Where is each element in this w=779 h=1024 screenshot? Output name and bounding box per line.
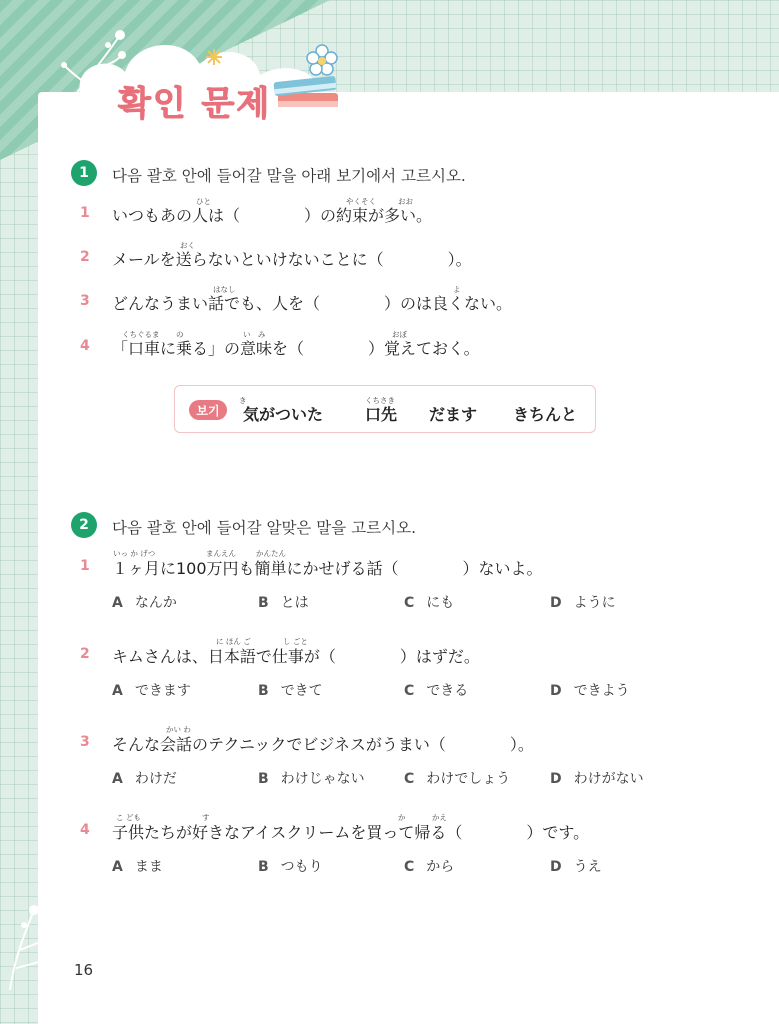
choice-b: B とは: [258, 595, 309, 611]
furigana: いっ か げつ: [113, 549, 156, 558]
question-text: 子供たちが好きなアイスクリームを買って帰る（ ）です。: [112, 823, 590, 842]
question-text: どんなうまい話でも、人を（ ）のは良くない。: [112, 294, 513, 313]
page-title: 확인 문제: [118, 84, 272, 124]
question-number: 1: [80, 558, 90, 574]
question-text: １ヶ月に100万円も簡単にかせげる話（ ）ないよ。: [112, 559, 543, 578]
furigana: に ほん ご: [216, 637, 251, 646]
page-number: 16: [74, 961, 94, 979]
section-instruction: 다음 괄호 안에 들어갈 말을 아래 보기에서 고르시오.: [112, 167, 466, 185]
choice-c: C から: [404, 859, 455, 875]
furigana: こ ども: [116, 813, 141, 822]
question-number: 1: [80, 205, 90, 221]
furigana: き: [239, 396, 247, 405]
furigana: かえ: [432, 813, 447, 822]
furigana: す: [202, 813, 210, 822]
furigana: おお: [398, 197, 413, 206]
question-number: 2: [80, 249, 90, 265]
choice-b: B つもり: [258, 859, 323, 875]
flower-icon: [306, 44, 338, 76]
section-number-badge: 2: [71, 512, 97, 538]
word-bank-item: 気がついた: [243, 405, 324, 424]
branch-icon: [4, 900, 60, 990]
question-number: 3: [80, 734, 90, 750]
choice-d: D ように: [550, 595, 616, 611]
question-text: そんな会話のテクニックでビジネスがうまい（ ）。: [112, 735, 534, 754]
furigana: い み: [243, 330, 266, 339]
choice-c: C わけでしょう: [404, 771, 511, 787]
section-number-badge: 1: [71, 160, 97, 186]
furigana: おく: [180, 241, 195, 250]
branch-icon: [60, 25, 130, 105]
furigana: の: [176, 330, 184, 339]
choice-b: B できて: [258, 683, 323, 699]
question-number: 4: [80, 338, 90, 354]
furigana: くちぐるま: [122, 330, 160, 339]
choice-a: A できます: [112, 683, 191, 699]
question-number: 2: [80, 646, 90, 662]
furigana: よ: [453, 285, 461, 294]
furigana: か: [398, 813, 406, 822]
choice-a: A まま: [112, 859, 163, 875]
choice-d: D わけがない: [550, 771, 644, 787]
choice-d: D うえ: [550, 859, 602, 875]
furigana: やくそく: [346, 197, 376, 206]
furigana: おぼ: [392, 330, 407, 339]
question-number: 4: [80, 822, 90, 838]
furigana: かんたん: [256, 549, 286, 558]
furigana: まんえん: [206, 549, 236, 558]
choice-a: A わけだ: [112, 771, 177, 787]
question-number: 3: [80, 293, 90, 309]
question-text: メールを送らないといけないことに（ ）。: [112, 250, 472, 269]
word-bank-label: 보기: [189, 400, 227, 420]
word-bank-item: きちんと: [513, 405, 578, 424]
section-instruction: 다음 괄호 안에 들어갈 알맞은 말을 고르시오.: [112, 519, 417, 537]
furigana: かい わ: [166, 725, 191, 734]
furigana: くちさき: [365, 396, 395, 405]
choice-c: C にも: [404, 595, 455, 611]
question-text: キムさんは、日本語で仕事が（ ）はずだ。: [112, 647, 480, 666]
furigana: ひと: [196, 197, 211, 206]
word-bank-item: だます: [429, 405, 478, 424]
question-text: いつもあの人は（ ）の約束が多い。: [112, 206, 433, 225]
word-bank-box: [174, 385, 596, 433]
choice-a: A なんか: [112, 595, 177, 611]
furigana: し ごと: [283, 637, 308, 646]
choice-b: B わけじゃない: [258, 771, 365, 787]
choice-c: C できる: [404, 683, 469, 699]
furigana: はなし: [213, 285, 236, 294]
choice-d: D できよう: [550, 683, 630, 699]
word-bank-item: 口先: [365, 405, 398, 424]
sparkle-icon: [205, 48, 223, 66]
question-text: 「口車に乗る」の意味を（ ）覚えておく。: [112, 339, 480, 358]
